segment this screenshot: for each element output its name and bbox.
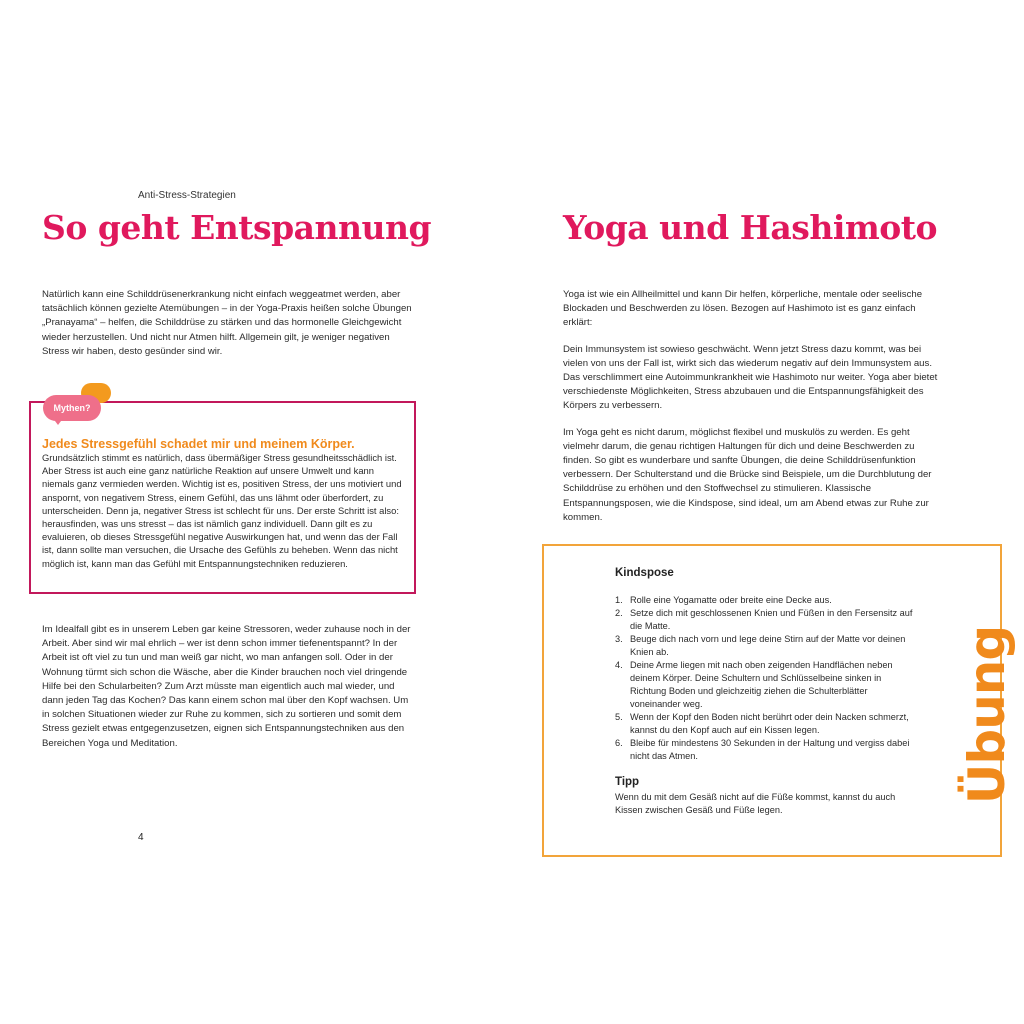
list-item [615,659,915,711]
exercise-title: Kindspose [615,567,674,579]
main-paragraph: Im Idealfall gibt es in unserem Leben gar keine Stressoren, weder zuhause noch in der Arbeit. Aber sind wir mal ehrlich – wer ist denn schon immer tiefenentspannt? In der Arbeit ist oft viel zu tun und man weiß gar nicht, wo man anfangen soll. Oder in der Wohnung türmt sich schon die Wäsche, aber die Kinder brauchen noch viel dringende Hilfe bei den Schularbeiten? Zum Arzt müsste man eigentlich auch mal wieder, und dann jeden Tag das Kochen? Das kann einem schon mal über den Kopf wachsen. Um in solchen Situationen wieder zur Ruhe zu kommen, sich zu sortieren und somit dem Stress gezielt etwas entgegenzusetzen, eignen sich Entspannungstechniken aus den Bereichen Yoga und Meditation. [42,624,411,749]
myth-badge: Mythen? [43,395,101,421]
step-text: Wenn der Kopf den Boden nicht berührt oder dein Nacken schmerzt, kannst du den Kopf auch auf ein Kissen legen. [630,712,909,735]
step-number: 4. [615,660,623,670]
list-item [615,594,915,607]
step-text: Deine Arme liegen mit nach oben zeigenden Handflächen neben deinem Körper. Deine Schultern und Schlüsselbeine sinken in Richtung Boden und gleichzeitig ziehen die Schulterblätter voneinander weg. [630,660,893,709]
step-number: 3. [615,634,623,644]
step-text: Bleibe für mindestens 30 Sekunden in der Haltung und vergiss dabei nicht das Atmen. [630,738,910,761]
list-item [615,737,915,763]
step-number: 6. [615,738,623,748]
myth-text: Grundsätzlich stimmt es natürlich, dass übermäßiger Stress gesundheitsschädlich ist. Aber Stress ist auch eine ganz natürliche Reaktion auf unsere Umwelt und kann niemals ganz vermieden werden. Wichtig ist es, positiven Stress, der uns motiviert und anspornt, von negativem Stress, einem Gefühl, das uns lähmt oder überfordert, zu unterscheiden. Denn ja, negativer Stress ist schlecht für uns. Der erste Schritt ist also: herausfinden, was uns stresst – das ist nämlich ganz individuell. Dann gilt es zu evaluieren, ob dieses Stressgefühl negative Auswirkungen hat, und wenn das der Fall ist, dann sollte man versuchen, die Ursache des Gefühls zu beheben. Wenn das nicht möglich ist, kann man das Gefühl mit Entspannungstechniken reduzieren. [42,452,402,569]
page-number: 4 [138,832,144,843]
page-title-left: So geht Entspannung [42,208,432,247]
speech-bubble-tail-icon [52,417,64,425]
step-text: Rolle eine Yogamatte oder breite eine Decke aus. [630,595,832,605]
page-title-right: Yoga und Hashimoto [563,208,938,247]
section-kicker: Anti-Stress-Strategien [138,190,236,201]
list-item [615,711,915,737]
exercise-steps [615,594,915,763]
right-body [563,288,938,537]
intro-paragraph: Natürlich kann eine Schilddrüsenerkrankung nicht einfach weggeatmet werden, aber tatsächlich können gezielte Atemübungen – in der Yoga-Praxis heißen solche Übungen „Pranayama“ – helfen, die Schilddrüse zu stärken und das hormonelle Gleichgewicht wieder herzustellen. Und nicht nur Atmen hilft. Allgemein gilt, je weniger negativen Stress wir haben, desto gesünder sind wir. [42,289,412,357]
tip-title: Tipp [615,776,640,788]
exercise-side-label: Übung [958,625,1016,805]
list-item [615,607,915,633]
list-item [615,633,915,659]
step-number: 1. [615,595,623,605]
paragraph: Im Yoga geht es nicht darum, möglichst flexibel und muskulös zu werden. Es geht vielmehr darum, die genau richtigen Haltungen für dich und deine Beschwerden zu finden. So gibt es wunderbare und sanfte Übungen, die deine Schilddrüsenfunktion verbessern. Der Schulterstand und die Brücke sind Beispiele, um die Durchblutung der Schilddrüse zu erhöhen und den Stoffwechsel zu stimulieren. Klassische Entspannungsposen, wie die Kindspose, sind ideal, um am Abend etwas zur Ruhe zur kommen. [563,426,932,523]
step-number: 2. [615,608,623,618]
myth-headline: Jedes Stressgefühl schadet mir und meinem Körper. [42,437,355,451]
tip-text: Wenn du mit dem Gesäß nicht auf die Füße kommst, kannst du auch Kissen zwischen Gesäß und Füße legen. [615,792,896,815]
paragraph: Yoga ist wie ein Allheilmittel und kann Dir helfen, körperliche, mentale oder seelische Blockaden und Beschwerden zu lösen. Bezogen auf Hashimoto ist es ganz einfach erklärt: [563,289,923,329]
step-number: 5. [615,712,623,722]
step-text: Setze dich mit geschlossenen Knien und Füßen in den Fersensitz auf die Matte. [630,608,913,631]
paragraph: Dein Immunsystem ist sowieso geschwächt. Wenn jetzt Stress dazu kommt, was bei vielen von uns der Fall ist, wirkt sich das wiederum negativ auf dein Immunsystem aus. Das verschlimmert eine Autoimmunkrankheit wie Hashimoto nur weiter. Yoga aber bietet verschiedenste Möglichkeiten, Stress abzubauen und die Entspannungsfähigkeit des Körpers zu verbessern. [563,343,938,412]
step-text: Beuge dich nach vorn und lege deine Stirn auf der Matte vor deinen Knien ab. [630,634,906,657]
